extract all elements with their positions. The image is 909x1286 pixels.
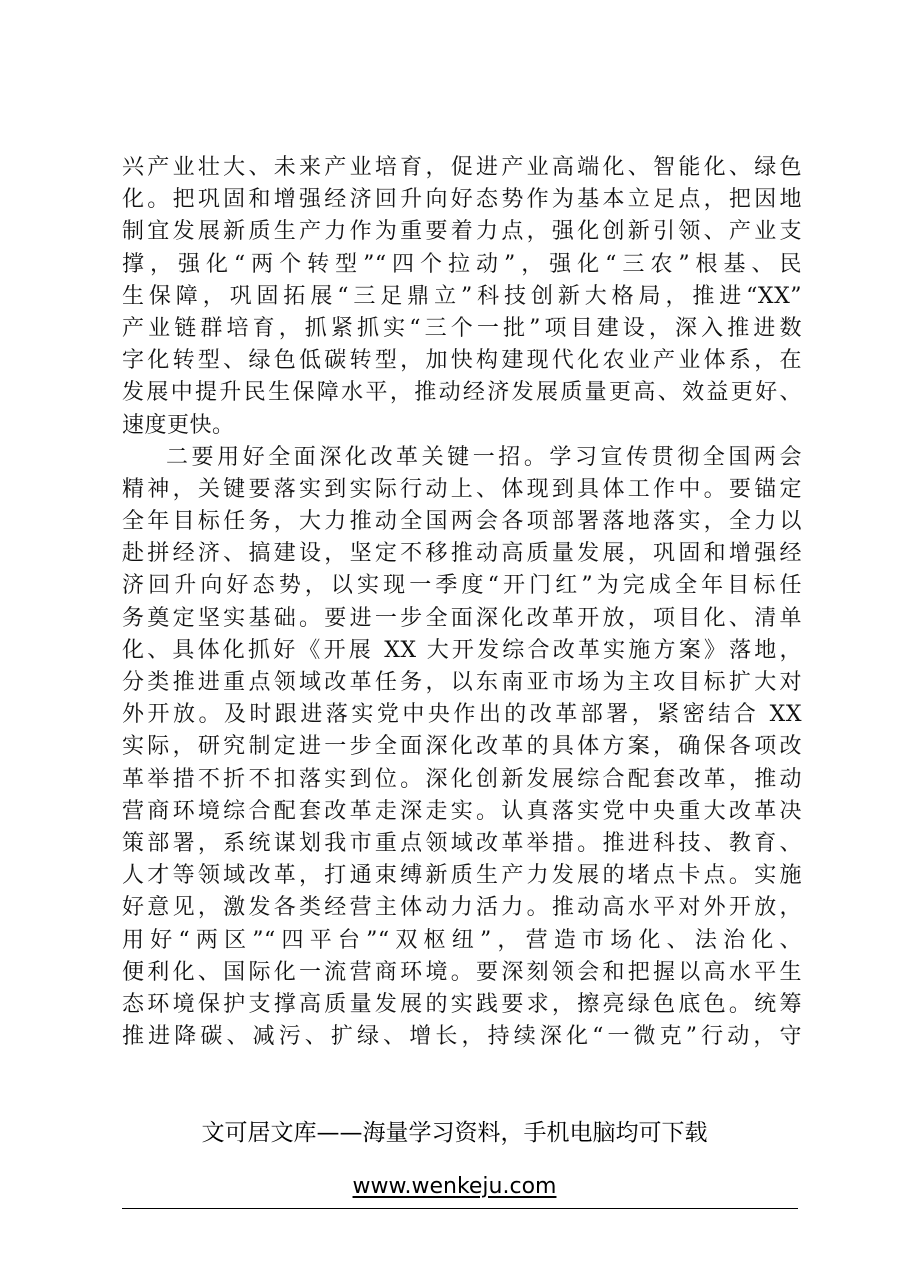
- text-line: 革举措不折不扣落实到位。深化创新发展综合配套改革，推动: [122, 766, 802, 792]
- text-line: 外开放。及时跟进落实党中央作出的改革部署，紧密结合 XX: [122, 702, 802, 728]
- text-line: 营商环境综合配套改革走深走实。认真落实党中央重大改革决: [122, 798, 802, 824]
- footer-url-text[interactable]: www.wenkeju.com: [352, 1174, 557, 1199]
- text-line: 二要用好全面深化改革关键一招。学习宣传贯彻全国两会: [166, 444, 802, 470]
- paragraph-2: [122, 442, 802, 1054]
- text-line: 制宜发展新质生产力作为重要着力点，强化创新引领、产业支: [122, 219, 802, 245]
- text-line: 化、具体化抓好《开展 XX 大开发综合改革实施方案》落地，: [122, 637, 802, 663]
- footer-divider: [122, 1208, 798, 1209]
- text-line: 便利化、国际化一流营商环境。要深刻领会和把握以高水平生: [122, 959, 802, 985]
- text-line: 策部署，系统谋划我市重点领域改革举措。推进科技、教育、: [122, 830, 802, 856]
- text-line: 分类推进重点领域改革任务，以东南亚市场为主攻目标扩大对: [122, 670, 802, 695]
- text-line: 发展中提升民生保障水平，推动经济发展质量更高、效益更好、: [122, 380, 802, 406]
- footer-slogan: 文可居文库——海量学习资料，手机电脑均可下载: [201, 1120, 708, 1146]
- text-line: 生保障，巩固拓展“三足鼎立”科技创新大格局，推进“XX”: [122, 283, 802, 309]
- paragraph-1: [122, 152, 802, 442]
- text-line: 态环境保护支撑高质量发展的实践要求，擦亮绿色底色。统筹: [122, 991, 802, 1017]
- footer-url-link[interactable]: [0, 1174, 909, 1199]
- text-line: 济回升向好态势，以实现一季度“开门红”为完成全年目标任: [122, 573, 802, 599]
- text-line: 速度更快。: [122, 412, 235, 438]
- text-line: 精神，关键要落实到实际行动上、体现到具体工作中。要锚定: [122, 476, 802, 502]
- text-line: 撑，强化“两个转型”“四个拉动”，强化“三农”根基、民: [122, 251, 802, 277]
- text-line: 兴产业壮大、未来产业培育，促进产业高端化、智能化、绿色: [122, 155, 802, 180]
- text-line: 务奠定坚实基础。要进一步全面深化改革开放，项目化、清单: [122, 605, 802, 631]
- text-line: 推进降碳、减污、扩绿、增长，持续深化“一微克”行动，守: [122, 1024, 802, 1050]
- text-line: 用好“两区”“四平台”“双枢纽”，营造市场化、法治化、: [122, 927, 802, 953]
- document-body: [122, 152, 802, 1053]
- text-line: 字化转型、绿色低碳转型，加快构建现代化农业产业体系，在: [122, 348, 802, 374]
- text-line: 好意见，激发各类经营主体动力活力。推动高水平对外开放，: [122, 895, 802, 921]
- text-line: 实际，研究制定进一步全面深化改革的具体方案，确保各项改: [122, 734, 802, 760]
- text-line: 人才等领域改革，打通束缚新质生产力发展的堵点卡点。实施: [122, 863, 802, 889]
- text-line: 产业链群培育，抓紧抓实“三个一批”项目建设，深入推进数: [122, 315, 802, 341]
- text-line: 全年目标任务，大力推动全国两会各项部署落地落实，全力以: [122, 509, 802, 535]
- text-line: 化。把巩固和增强经济回升向好态势作为基本立足点，把因地: [122, 187, 802, 213]
- text-line: 赴拼经济、搞建设，坚定不移推动高质量发展，巩固和增强经: [122, 541, 802, 567]
